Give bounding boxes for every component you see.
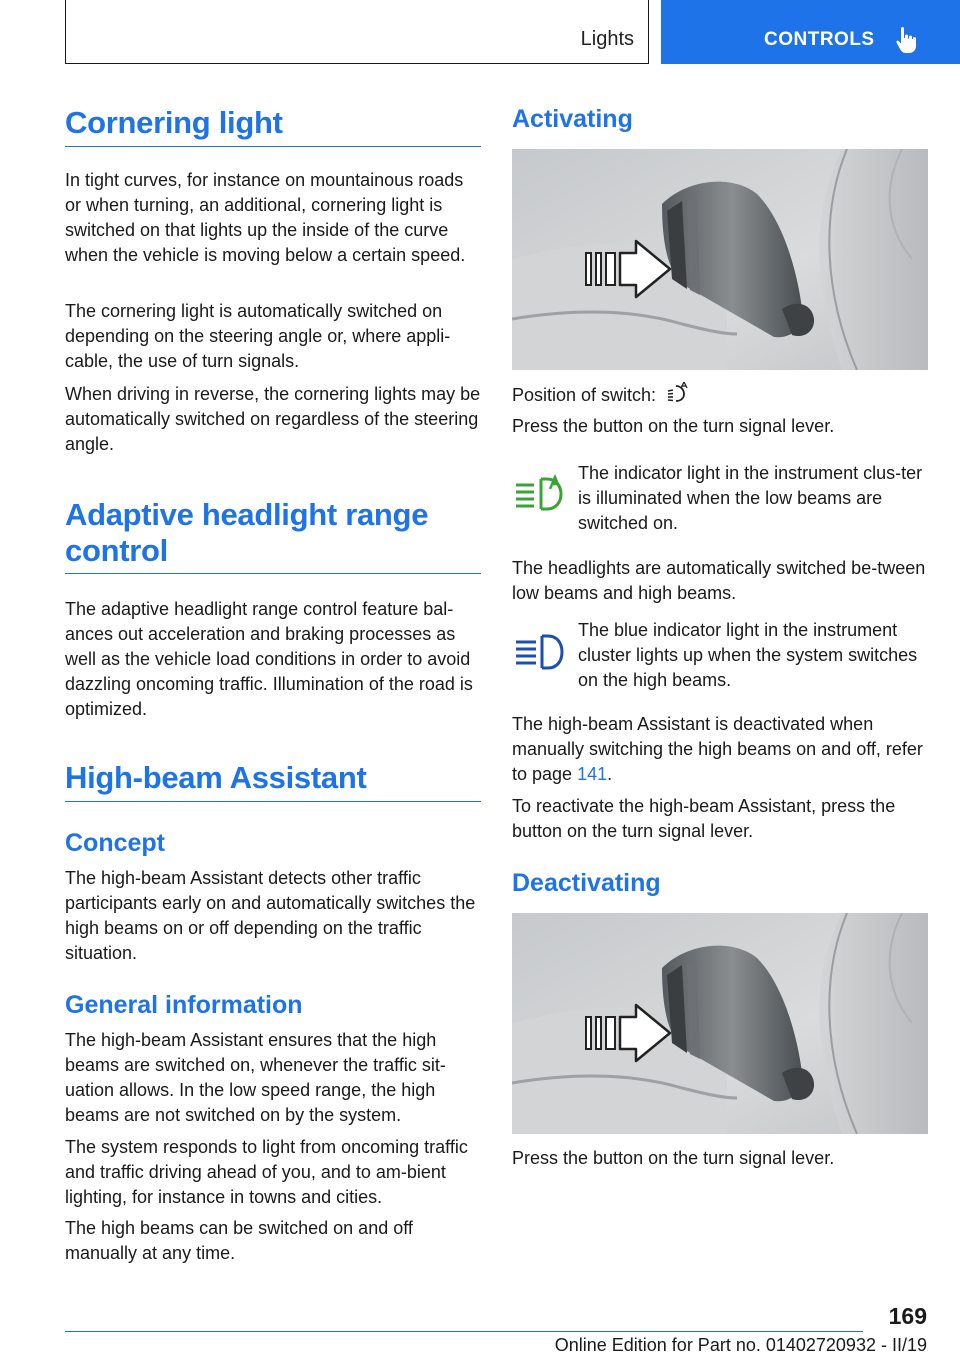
cornering-paragraph-3: When driving in reverse, the cornering lights may be automatically switched on regardless of the steering angle. xyxy=(65,384,481,454)
auto-switch-text: The headlights are automatically switched be-tween low beams and high beams. xyxy=(512,558,926,603)
adaptive-paragraph: The adaptive headlight range control feature bal-ances out acceleration and braking processes as well as the vehicle load conditions in order to avoid dazzling oncoming traffic. Illumination of the road is optimized. xyxy=(65,599,473,719)
concept-heading: Concept xyxy=(65,829,165,857)
section-title: Lights xyxy=(580,28,634,50)
indicator-high-beam-text: The blue indicator light in the instrument cluster lights up when the system switches on the high beams. xyxy=(578,620,918,690)
high-beam-indicator-icon xyxy=(514,632,566,672)
reactivate-text: To reactivate the high-beam Assistant, press the button on the turn signal lever. xyxy=(512,796,896,841)
adaptive-heading-line-1: Adaptive headlight range xyxy=(65,497,429,532)
footer-edition: Online Edition for Part no. 01402720932 - II/19 xyxy=(554,1335,927,1355)
hand-pointer-icon xyxy=(895,26,919,54)
controls-tab[interactable] xyxy=(661,0,960,64)
adaptive-heading-line-2: control xyxy=(65,533,168,568)
auto-headlight-icon xyxy=(667,382,689,404)
cornering-paragraph-1: In tight curves, for instance on mountainous roads or when turning, an additional, cornering light is switched on that lights up the inside of the curve when the vehicle is moving below a certain speed. xyxy=(65,170,466,265)
activating-heading: Activating xyxy=(512,105,633,133)
header-box xyxy=(65,0,649,64)
footer-rule xyxy=(65,1331,863,1332)
page-141-link[interactable]: 141 xyxy=(577,764,608,784)
activating-press-text: Press the button on the turn signal lever. xyxy=(512,416,835,436)
controls-tab-label: CONTROLS xyxy=(764,29,875,50)
deactivated-when-text: The high-beam Assistant is deactivated when manually switching the high beams on and off, refer to page 141. xyxy=(512,714,923,784)
high-beam-heading: High-beam Assistant xyxy=(65,760,367,795)
deactivating-press-text: Press the button on the turn signal lever. xyxy=(512,1148,835,1168)
adaptive-headlight-heading xyxy=(65,497,481,569)
heading-rule xyxy=(65,146,481,147)
turn-signal-lever-illustration xyxy=(512,149,928,370)
heading-rule xyxy=(65,801,481,802)
concept-paragraph: The high-beam Assistant detects other traffic participants early on and automatically switches the high beams on or off depending on the traffic situation. xyxy=(65,868,476,963)
general-information-heading: General information xyxy=(65,991,303,1019)
general-paragraph-1: The high-beam Assistant ensures that the high beams are switched on, whenever the traffic sit-uation allows. In the low speed range, the high beams are not switched on by the system. xyxy=(65,1030,446,1125)
general-paragraph-3: The high beams can be switched on and off manually at any time. xyxy=(65,1218,413,1263)
low-beam-auto-indicator-icon xyxy=(514,473,566,513)
cornering-paragraph-2: The cornering light is automatically switched on depending on the steering angle or, where appli-cable, the use of turn signals. xyxy=(65,301,451,371)
cornering-light-heading: Cornering light xyxy=(65,105,283,140)
turn-signal-lever-illustration-2 xyxy=(512,913,928,1134)
lever-drawing xyxy=(512,913,928,1134)
deactivating-heading: Deactivating xyxy=(512,869,661,897)
position-of-switch-text: Position of switch: xyxy=(512,382,689,408)
heading-rule xyxy=(65,573,481,574)
indicator-low-beam-text: The indicator light in the instrument clus-ter is illuminated when the low beams are switched on. xyxy=(578,463,923,533)
page-number: 169 xyxy=(888,1303,927,1329)
lever-drawing xyxy=(512,149,928,370)
general-paragraph-2: The system responds to light from oncoming traffic and traffic driving ahead of you, and to am-bient lighting, for instance in towns and cities. xyxy=(65,1137,468,1207)
